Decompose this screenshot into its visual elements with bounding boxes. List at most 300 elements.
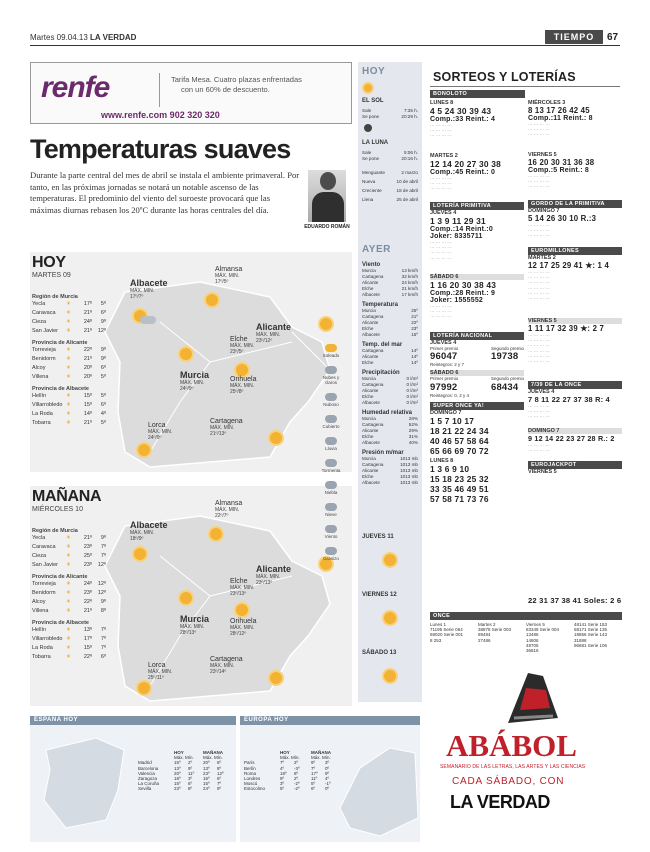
- city-name: Orihuela: [230, 376, 257, 383]
- ababol-ad[interactable]: [428, 668, 622, 818]
- sun-icon: ☀: [66, 553, 71, 559]
- sun-icon: ☀: [66, 310, 71, 316]
- sun-icon: ☀: [66, 562, 71, 568]
- sidebar-key: Cartagena: [362, 422, 384, 427]
- sun-icon: [210, 528, 222, 540]
- manana-subtitle: MIÉRCOLES 10: [32, 506, 83, 513]
- super-once-row: 18 21 22 24 34: [430, 425, 489, 436]
- city-name: Alicante: [256, 564, 292, 574]
- region-row: [32, 410, 118, 419]
- sidebar-key: Cartagena: [362, 462, 384, 467]
- eurojackpot-numbers: 22 31 37 38 41 Soles: 2 6: [528, 596, 622, 605]
- city-temp: 25º/8º: [230, 389, 244, 395]
- city-orihuela: [230, 376, 256, 395]
- sidebar-value: 14º: [411, 354, 418, 359]
- sun-icon: ☀: [66, 374, 71, 380]
- draw-day: DOMINGO 7: [528, 428, 622, 434]
- max-temp: 22º: [83, 347, 92, 353]
- sidebar-key: Se pone: [362, 156, 380, 161]
- city-lorca: [148, 662, 172, 681]
- city-albacete: [130, 278, 168, 300]
- sidebar-row: [362, 480, 418, 486]
- sol-table: [362, 108, 418, 120]
- sidebar-value: 17 km/h: [401, 292, 418, 297]
- region-city: Yecla: [32, 535, 46, 541]
- region-city: Benidorm: [32, 590, 56, 596]
- moon-phase-date: 25 de abril: [396, 197, 418, 202]
- hoy-max: 5º: [280, 786, 285, 792]
- city-name: Cartagena: [210, 656, 243, 663]
- hoy-max: 18º: [174, 776, 181, 782]
- draw-day: MARTES 2: [430, 153, 458, 159]
- prize-label: Primer premio: [430, 376, 459, 382]
- moon-icon: [364, 124, 372, 132]
- draw-details: ··· ··· ··· ··· ··· ··· ··· ··· ··· ··· ··· ···: [430, 304, 452, 320]
- nacional-prizes: [430, 376, 524, 392]
- city-name: Barcelona: [138, 765, 159, 771]
- region-city: San Javier: [32, 328, 58, 334]
- hoy-max: 9º: [280, 776, 285, 782]
- hoy-min: -2º: [294, 781, 300, 787]
- sun-icon: ☀: [66, 590, 71, 596]
- legend-label: Niebla: [324, 490, 338, 495]
- max-temp: 21º: [83, 328, 92, 334]
- sidebar-row: [362, 440, 418, 446]
- city-name: La Coruña: [138, 781, 160, 787]
- region-city: Villena: [32, 374, 49, 380]
- sun-icon: ☀: [66, 608, 71, 614]
- sun-icon: [384, 670, 396, 682]
- forecast-days: [362, 534, 418, 708]
- weather-icon: [325, 437, 337, 445]
- once-number: 58171 Serie 135: [574, 627, 608, 633]
- manana-region-table: [32, 528, 118, 662]
- sun-icon: ☀: [66, 402, 71, 408]
- draw-details: ··· ··· ··· ··· ··· ··· ··· ··· ··· ··· ··· ···: [528, 122, 550, 138]
- legend-label: Nuboso: [323, 402, 339, 407]
- sun-icon: [364, 84, 372, 92]
- city-temp: 18º/9º: [130, 536, 144, 542]
- manana-max: 24º: [203, 786, 210, 792]
- manana-max: 5º: [311, 781, 316, 787]
- city-temp: 23º/13º: [256, 580, 273, 586]
- moon-phase-name: Menguante: [362, 170, 385, 175]
- draw-numbers: 9 12 14 22 23 27 28 R.: 2: [528, 434, 615, 443]
- hoy-min: -2º: [294, 786, 300, 792]
- city-name: Murcia: [180, 614, 210, 624]
- sidebar-key: Murcia: [362, 268, 376, 273]
- hoy-max: 13º: [174, 765, 181, 771]
- once-number: 27486: [478, 637, 491, 643]
- city-temp: 23º/12º: [256, 338, 273, 344]
- sidebar-key: Elche: [362, 474, 374, 479]
- legend-item: [318, 459, 344, 473]
- ayer-section-title: Presión m/mar: [362, 450, 404, 456]
- max-temp: 20º: [83, 374, 92, 380]
- hoy-map-panel: [30, 252, 352, 472]
- prize-label: Segundo premio: [490, 376, 524, 382]
- weather-icon: [325, 344, 337, 352]
- once-block: [430, 612, 622, 653]
- region-row: [32, 653, 118, 662]
- city-name: Valencia: [138, 770, 155, 776]
- manana-max: 16º: [203, 776, 210, 782]
- city-temp: 23º/13º: [230, 591, 247, 597]
- super-once-row: 33 35 46 49 51: [430, 483, 489, 494]
- sidebar-value: 0 l/m²: [406, 388, 418, 393]
- legend-item: [318, 503, 344, 517]
- espana-rows: [138, 760, 232, 791]
- min-temp: 12º: [97, 328, 106, 334]
- draw-numbers: 4 5 24 30 39 43: [430, 106, 492, 116]
- city-temp: 24º/9º: [180, 386, 194, 392]
- city-elche: [230, 578, 254, 597]
- city-almansa: [215, 266, 242, 285]
- weather-icon: [325, 366, 337, 374]
- city-label: MÁX. MIN.: [130, 530, 155, 536]
- sidebar-key: Alicante: [362, 468, 379, 473]
- city-temp: 28º/13º: [180, 630, 197, 636]
- once-number: 89484: [478, 632, 491, 638]
- city-name: Moscú: [244, 781, 258, 787]
- region-city: La Roda: [32, 411, 53, 417]
- once-739-head: 7/39 DE LA ONCE: [528, 381, 622, 389]
- city-name: Estocolmo: [244, 786, 266, 792]
- region-city: Cieza: [32, 553, 47, 559]
- draw-details: ··· ··· ··· ··· ··· ··· ··· ··· ··· ··· ··· ···: [528, 223, 550, 239]
- min-temp: 7º: [100, 645, 106, 651]
- sidebar-value: 0 l/m²: [406, 376, 418, 381]
- manana-min: 3º: [325, 760, 330, 766]
- manana-max: 6º: [311, 786, 316, 792]
- city-temp: 22º/7º: [215, 513, 229, 519]
- super-once-row: 57 58 71 73 76: [430, 493, 489, 504]
- legend-item: [318, 344, 344, 358]
- lottery-rule: [430, 86, 620, 87]
- city-murcia: [180, 614, 209, 636]
- max-temp: 15º: [83, 393, 92, 399]
- min-temp: 7º: [100, 544, 106, 550]
- sidebar-value: 31%: [408, 434, 418, 439]
- region-row: [32, 635, 118, 644]
- sun-icon: ☀: [66, 636, 71, 642]
- sidebar-key: Elche: [362, 434, 374, 439]
- hoy-subtitle: MARTES 09: [32, 272, 71, 279]
- manana-max: 23º: [203, 770, 210, 776]
- legend-label: Viento: [324, 534, 338, 539]
- draw-comp: Comp.:33 Reint.: 4: [430, 116, 496, 123]
- min-temp: 6º: [100, 402, 106, 408]
- sidebar-key: Albacete: [362, 292, 380, 297]
- weather-icon: [325, 481, 337, 489]
- city-label: MÁX. MIN.: [230, 625, 255, 631]
- weather-icon: [325, 503, 337, 511]
- col-head: HOY: [280, 750, 290, 755]
- draw-details: ··· ··· ··· ··· ··· ··· ··· ··· ··· ··· ··· ···: [528, 404, 550, 420]
- sidebar-value: 29%: [408, 428, 418, 433]
- manana-min: 0º: [325, 786, 330, 792]
- sun-icon: [320, 318, 332, 330]
- city-name: Orihuela: [230, 618, 257, 625]
- min-temp: 6º: [100, 654, 106, 660]
- legend-item: [318, 366, 344, 385]
- manana-max: 15º: [203, 781, 210, 787]
- sol-title: EL SOL: [362, 98, 384, 104]
- sidebar-key: Sale: [362, 150, 372, 155]
- city-cartagena: [210, 656, 243, 675]
- manana-max: 20º: [203, 760, 210, 766]
- forecast-day: [362, 592, 418, 650]
- sun-icon: [384, 612, 396, 624]
- luna-table: [362, 150, 418, 162]
- city-name: Alicante: [256, 322, 292, 332]
- sidebar-key: Elche: [362, 394, 374, 399]
- city-label: MÁX. MIN.: [230, 383, 255, 389]
- hoy-min: 2º: [188, 760, 193, 766]
- moon-phase: [362, 188, 418, 194]
- region-row: [32, 309, 118, 318]
- sidebar-key: Albacete: [362, 440, 380, 445]
- region-city: Caravaca: [32, 544, 56, 550]
- sidebar-value: 1013 mb: [400, 474, 418, 479]
- city-label: MÁX. MIN.: [130, 288, 155, 294]
- city-orihuela: [230, 618, 256, 637]
- draw-numbers: 12 17 25 29 41 ★: 1 4: [528, 261, 609, 270]
- hoy-min: 3º: [188, 776, 193, 782]
- ayer-section-title: Viento: [362, 262, 381, 268]
- sun-icon: ☀: [66, 654, 71, 660]
- luna-title: LA LUNA: [362, 140, 389, 146]
- table-row: [138, 786, 232, 791]
- once-day: Viernes 5: [526, 622, 545, 627]
- ababol-logo: ABÁBOL: [446, 728, 577, 763]
- region-row: [32, 327, 118, 336]
- once-columns: [430, 622, 622, 653]
- once-day: Martes 2: [478, 622, 496, 627]
- hoy-min: 11º: [188, 770, 195, 776]
- min-temp: 7º: [100, 636, 106, 642]
- col-sub: Máx. Mín.: [311, 755, 331, 761]
- manana-min: 6º: [217, 776, 222, 782]
- hoy-max: 23º: [174, 786, 181, 792]
- legend-label: Nieve: [325, 512, 337, 517]
- weather-legend: [318, 344, 348, 569]
- city-name: Murcia: [180, 370, 210, 380]
- sidebar-key: Cartagena: [362, 382, 384, 387]
- once-column: [430, 622, 476, 653]
- prize-label: Segundo premio: [490, 346, 524, 351]
- sidebar-value: 5:06 h.: [403, 150, 418, 155]
- manana-title: MAÑANA: [32, 488, 102, 505]
- col-sub: Máx. Mín.: [203, 755, 223, 761]
- section-tab: TIEMPO: [545, 30, 603, 44]
- col-sub: Máx. Mín.: [174, 755, 194, 761]
- city-label: MÁX. MIN.: [180, 624, 205, 630]
- bonoloto-head: BONOLOTO: [430, 90, 525, 98]
- sidebar-key: Murcia: [362, 308, 376, 313]
- min-temp: 12º: [97, 581, 106, 587]
- draw-numbers: 1 11 17 32 39 ★: 2 7: [528, 324, 605, 333]
- draw-comp: Comp.:5 Reint.: 8: [528, 167, 589, 174]
- max-temp: 21º: [83, 310, 92, 316]
- manana-max: 11º: [311, 776, 318, 782]
- legend-item: [318, 525, 344, 539]
- min-temp: 7º: [100, 627, 106, 633]
- hoy-title: HOY: [32, 254, 66, 271]
- prize-number: 97992: [430, 381, 458, 393]
- region-row: [32, 401, 118, 410]
- sun-icon: ☀: [66, 328, 71, 334]
- region-city: Alcoy: [32, 365, 46, 371]
- moon-phase: [362, 197, 418, 203]
- legend-label: Lluvia: [325, 446, 337, 451]
- max-temp: 21º: [83, 356, 92, 362]
- renfe-ad[interactable]: [30, 62, 352, 124]
- moon-phase-name: Creciente: [362, 188, 382, 193]
- europa-head: EUROPA HOY: [240, 716, 420, 725]
- sidebar-key: Alicante: [362, 388, 379, 393]
- header-rule: [30, 45, 620, 46]
- sidebar-value: 40%: [408, 440, 418, 445]
- city-elche: [230, 336, 254, 355]
- sun-icon: ☀: [66, 544, 71, 550]
- city-name: Elche: [230, 578, 248, 585]
- sidebar-value: 1013 mb: [400, 480, 418, 485]
- manana-min: -1º: [325, 781, 331, 787]
- city-temp: 24º/9º: [148, 435, 162, 441]
- region-row: [32, 373, 118, 382]
- legend-item: [318, 437, 344, 451]
- region-row: [32, 543, 118, 552]
- draw-joker: Joker: 1555552: [430, 297, 484, 304]
- min-temp: 7º: [100, 553, 106, 559]
- sidebar-value: 0 l/m²: [406, 382, 418, 387]
- sidebar-value: 15º: [411, 332, 418, 337]
- hoy-max: 15º: [174, 781, 181, 787]
- max-temp: 24º: [83, 319, 92, 325]
- region-title: Región de Murcia: [32, 528, 78, 534]
- once-day: Lunes 1: [430, 622, 447, 627]
- min-temp: 8º: [100, 608, 106, 614]
- region-city: Torrevieja: [32, 581, 56, 587]
- ababol-cada: CADA SÁBADO, CON: [452, 776, 565, 787]
- hoy-max: 18º: [280, 770, 287, 776]
- max-temp: 13º: [83, 627, 92, 633]
- city-label: MÁX. MIN.: [230, 343, 255, 349]
- draw-details: ··· ··· ··· ··· ··· ··· ··· ··· ··· ··· ··· ··· ··· ··· ··· ···: [430, 240, 452, 261]
- prize-number: 19738: [490, 351, 519, 363]
- hoy-min: 6º: [188, 781, 193, 787]
- min-temp: 9º: [100, 347, 106, 353]
- sidebar-key: Elche: [362, 360, 374, 365]
- legend-item: [318, 547, 344, 561]
- city-name: Albacete: [130, 520, 168, 530]
- forecast-day: [362, 534, 418, 592]
- col-head: MAÑANA: [311, 750, 331, 755]
- city-alicante: [256, 564, 291, 586]
- sun-icon: ☀: [66, 535, 71, 541]
- hoy-max: 4º: [280, 765, 285, 771]
- min-temp: 4º: [100, 411, 106, 417]
- draw-details: ··· ··· ··· ··· ··· ··· ··· ···: [528, 443, 550, 454]
- lottery-column: [430, 90, 620, 98]
- sidebar-key: Se pone: [362, 114, 380, 119]
- sun-icon: ☀: [66, 365, 71, 371]
- lottery-title: SORTEOS Y LOTERÍAS: [433, 70, 576, 84]
- city-name: Lorca: [148, 662, 166, 669]
- draw-joker: Joker: 8335711: [430, 233, 483, 240]
- sun-icon: ☀: [66, 356, 71, 362]
- draw-numbers: 7 8 11 22 27 37 38 R: 4: [528, 395, 610, 404]
- col-head: MAÑANA: [203, 750, 223, 755]
- sun-icon: [206, 294, 218, 306]
- region-city: San Javier: [32, 562, 58, 568]
- hoy-min: 8º: [188, 786, 193, 792]
- max-temp: 23º: [83, 590, 92, 596]
- sun-icon: [180, 592, 192, 604]
- hoy-min: -3º: [294, 765, 300, 771]
- super-once-row: 65 66 69 70 72: [430, 445, 489, 456]
- city-temp: 21º/13º: [210, 431, 227, 437]
- region-city: Tobarra: [32, 654, 51, 660]
- min-temp: 5º: [100, 393, 106, 399]
- gordo-head: GORDO DE LA PRIMITIVA: [528, 200, 622, 208]
- once-number: 14806: [526, 637, 539, 643]
- region-row: [32, 561, 118, 570]
- sidebar-value: 52%: [408, 422, 418, 427]
- manana-max: 7º: [311, 765, 316, 771]
- hoy-min: 9º: [188, 765, 193, 771]
- sun-icon: [138, 682, 150, 694]
- region-row: [32, 580, 118, 589]
- hoy-max: 7º: [280, 760, 285, 766]
- max-temp: 21º: [83, 420, 92, 426]
- sun-icon: ☀: [66, 599, 71, 605]
- europa-table: [244, 750, 344, 792]
- max-temp: 22º: [83, 599, 92, 605]
- weather-icon: [325, 547, 337, 555]
- max-temp: 15º: [83, 402, 92, 408]
- min-temp: 9º: [100, 356, 106, 362]
- sidebar-key: Albacete: [362, 480, 380, 485]
- region-city: Caravaca: [32, 310, 56, 316]
- reintegros: Reintegros: 2 y 7: [430, 362, 465, 368]
- region-row: [32, 552, 118, 561]
- sidebar-value: 25º: [411, 308, 418, 313]
- eurojackpot-head: EUROJACKPOT: [528, 461, 622, 469]
- city-label: MÁX. MIN.: [180, 380, 205, 386]
- sidebar-value: 20:16 h.: [401, 156, 418, 161]
- ad-web[interactable]: www.renfe.com 902 320 320: [101, 110, 220, 120]
- sidebar-value: 20:29 h.: [401, 114, 418, 119]
- city-name: Lorca: [148, 422, 166, 429]
- legend-item: [318, 393, 344, 407]
- super-once-grid: [430, 416, 524, 456]
- max-temp: 14º: [83, 411, 92, 417]
- min-temp: 5º: [100, 374, 106, 380]
- sun-icon: [270, 672, 282, 684]
- draw-comp: Comp.:45 Reint.: 0: [430, 169, 496, 176]
- legend-label: Cubierto: [322, 424, 340, 429]
- max-temp: 17º: [83, 301, 92, 307]
- region-city: Yecla: [32, 301, 46, 307]
- sun-icon: [270, 432, 282, 444]
- max-temp: 23º: [83, 544, 92, 550]
- moon-phase: [362, 179, 418, 185]
- pen-nib-icon: [498, 668, 568, 728]
- headline: Temperaturas suaves: [30, 134, 291, 164]
- min-temp: 5º: [100, 301, 106, 307]
